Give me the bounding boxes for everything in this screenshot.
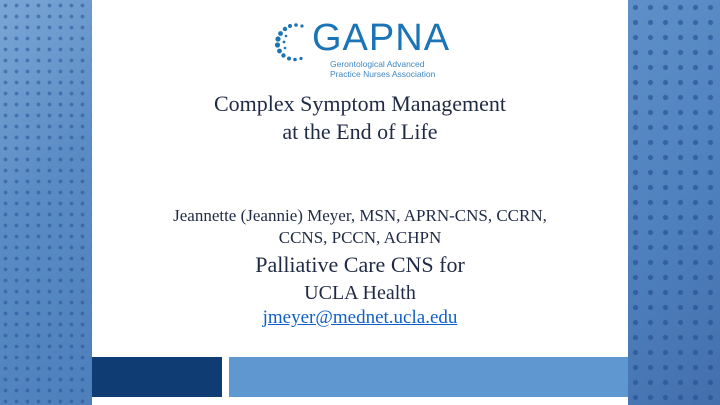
footer-bar-dark [92,357,222,397]
presenter-role-line1: Palliative Care CNS for [255,252,465,277]
gapna-logo [272,17,452,80]
presenter-email [92,306,628,330]
slide-title-line2: at the End of Life [282,119,438,144]
slide-title-line1: Complex Symptom Management [213,91,507,116]
footer-bar-light [229,357,628,397]
logo-wordmark: GAPNA [312,17,451,59]
logo-tagline-line1: Gerontological Advanced [330,59,425,69]
presenter-name-line2: CCNS, PCCN, ACHPN [278,228,442,247]
email-link[interactable]: jmeyer@mednet.ucla.edu [262,307,458,328]
presenter-name-line1: Jeannette (Jeannie) Meyer, MSN, APRN-CNS, CCRN, [173,206,547,225]
background-left-pattern [0,0,92,405]
presenter-role-line2: UCLA Health [304,282,416,304]
logo-tagline-line2: Practice Nurses Association [330,69,436,79]
dotted-g-arc-icon [272,20,316,64]
background-right-pattern [628,0,720,405]
